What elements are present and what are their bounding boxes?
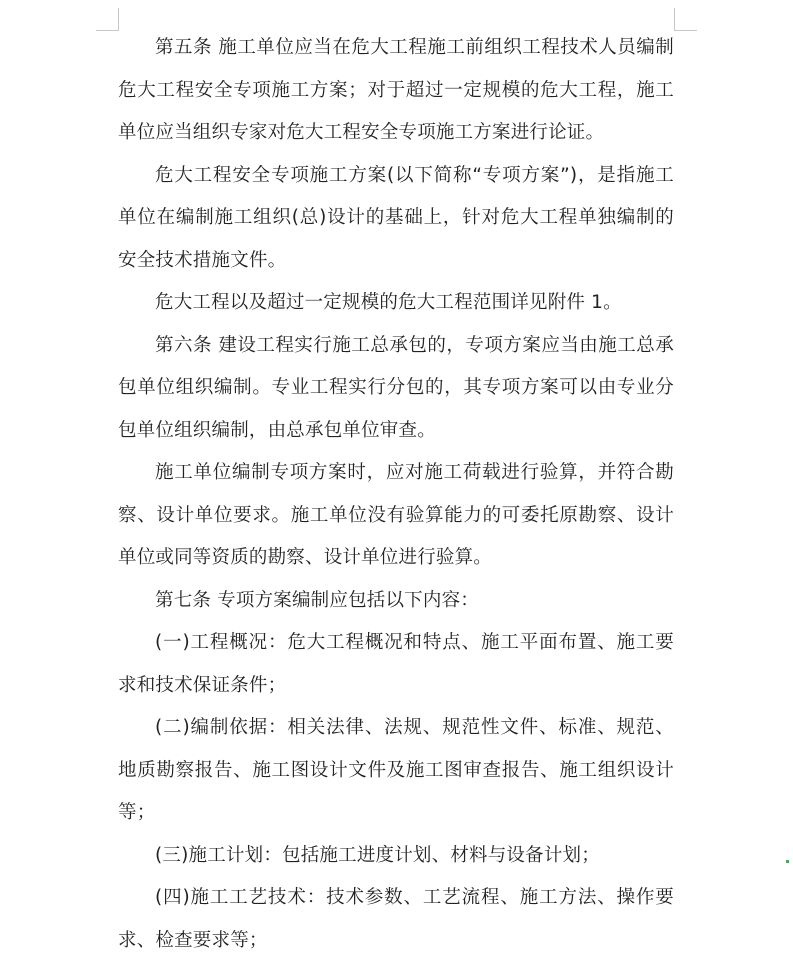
paragraph-special-plan-definition: 危大工程安全专项施工方案(以下简称“专项方案”)，是指施工单位在编制施工组织(总)设计的基础上，针对危大工程单独编制的安全技术措施文件。 [118, 164, 674, 271]
paragraph-load-calculation: 施工单位编制专项方案时，应对施工荷载进行验算，并符合勘察、设计单位要求。施工单位没有验算能力的可委托原勘察、设计单位或同等资质的勘察、设计单位进行验算。 [118, 462, 674, 568]
page-corner-mark-left [96, 8, 119, 31]
page-corner-mark-right [674, 8, 697, 31]
list-item-project-overview: (一)工程概况：危大工程概况和特点、施工平面布置、施工要求和技术保证条件； [118, 632, 674, 696]
paragraph-scope-reference: 危大工程以及超过一定规模的危大工程范围详见附件 1。 [155, 292, 622, 313]
list-item-process-technology: (四)施工工艺技术：技术参数、工艺流程、施工方法、操作要求、检查要求等； [118, 887, 674, 951]
green-accent-mark [786, 860, 789, 863]
paragraph-article-7: 第七条 专项方案编制应包括以下内容： [155, 589, 479, 611]
list-item-construction-plan: (三)施工计划：包括施工进度计划、材料与设备计划； [155, 844, 600, 866]
paragraph-article-5: 第五条 施工单位应当在危大工程施工前组织工程技术人员编制危大工程安全专项施工方案；对于超过一定规模的危大工程，施工单位应当组织专家对危大工程安全专项施工方案进行论证。 [118, 37, 674, 143]
document-body [118, 27, 674, 962]
paragraph-article-6: 第六条 建设工程实行施工总承包的，专项方案应当由施工总承包单位组织编制。专业工程实行分包的，其专项方案可以由专业分包单位组织编制，由总承包单位审查。 [118, 334, 674, 441]
list-item-basis: (二)编制依据：相关法律、法规、规范性文件、标准、规范、地质勘察报告、施工图设计文件及施工图审查报告、施工组织设计等； [118, 717, 674, 823]
